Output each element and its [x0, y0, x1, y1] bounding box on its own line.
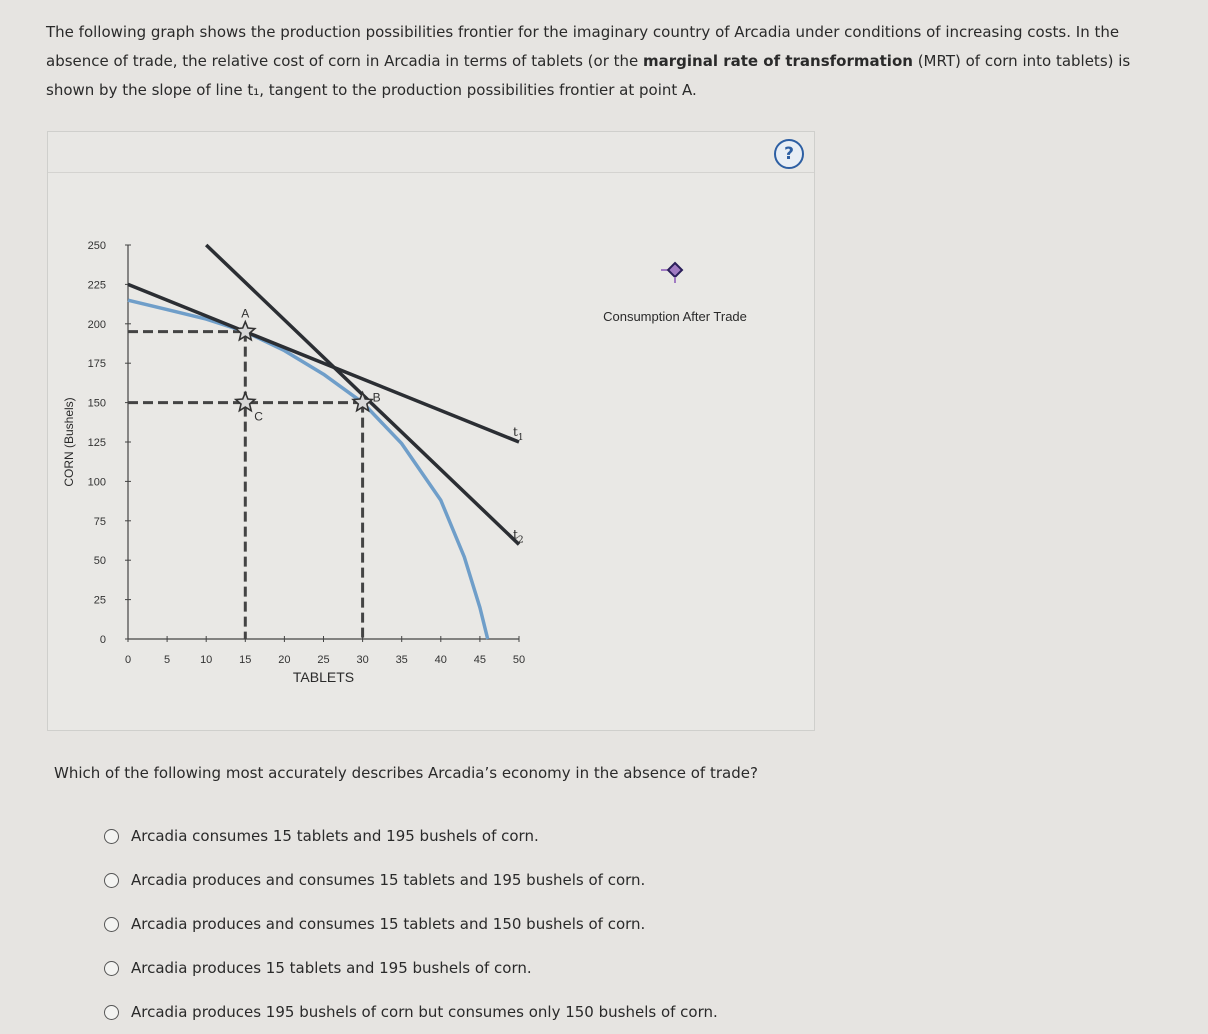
y-tick-label: 150	[87, 397, 106, 410]
y-tick-label: 50	[93, 555, 106, 568]
legend-diamond-icon	[668, 263, 682, 277]
point-marker-a	[236, 322, 255, 340]
answer-option-2[interactable]	[104, 858, 718, 902]
answer-option-5[interactable]	[104, 990, 718, 1034]
y-tick-label: 250	[87, 240, 106, 252]
answer-option-label: Arcadia produces 195 bushels of corn but consumes only 150 bushels of corn.	[131, 1003, 718, 1021]
radio-icon[interactable]	[104, 873, 119, 888]
x-tick-label: 20	[278, 654, 291, 666]
radio-icon[interactable]	[104, 961, 119, 976]
tangent-line-label-t1: $t_1$	[513, 425, 524, 443]
radio-icon[interactable]	[104, 829, 119, 844]
y-tick-label: 25	[93, 594, 106, 607]
legend-label: Consumption After Trade	[603, 309, 747, 324]
intro-bold-term: marginal rate of transformation	[643, 52, 913, 70]
answer-option-label: Arcadia produces and consumes 15 tablets and 150 bushels of corn.	[131, 915, 646, 933]
y-tick-label: 100	[87, 476, 106, 489]
point-label-b: B	[372, 390, 381, 405]
answer-options	[104, 814, 718, 1034]
intro-text	[46, 18, 1136, 105]
x-tick-label: 50	[512, 654, 526, 666]
radio-icon[interactable]	[104, 1005, 119, 1020]
help-icon: ?	[784, 144, 794, 164]
x-tick-label: 0	[124, 654, 132, 666]
x-tick-label: 25	[317, 654, 330, 666]
tangent-line-label-t2: $t_2$	[513, 527, 524, 546]
help-button[interactable]	[774, 139, 804, 169]
answer-option-label: Arcadia consumes 15 tablets and 195 bushels of corn.	[131, 827, 539, 845]
x-tick-label: 10	[200, 654, 213, 666]
point-marker-c	[236, 393, 255, 411]
point-label-c: C	[254, 409, 263, 424]
intro-part-1: The following graph shows the production possibilities frontier for the imaginary country of Arcadia under conditions of increasing costs. In the absence of trade, the relative cost of corn in Arcadia in terms of tablets (or the	[46, 23, 1120, 70]
answer-option-label: Arcadia produces and consumes 15 tablets and 195 bushels of corn.	[131, 871, 646, 889]
answer-option-4[interactable]	[104, 946, 718, 990]
intro-part-2: (MRT) of corn into tablets) is shown by the slope of line t₁, tangent to the production possibilities frontier at point A.	[46, 52, 1131, 99]
x-axis-label: TABLETS	[292, 669, 355, 685]
tangent-line-t1	[128, 284, 519, 442]
point-label-a: A	[241, 306, 250, 321]
x-tick-label: 35	[395, 654, 408, 666]
answer-option-1[interactable]	[104, 814, 718, 858]
ppf-curve	[128, 300, 488, 639]
x-tick-label: 30	[356, 654, 369, 666]
answer-option-label: Arcadia produces 15 tablets and 195 bushels of corn.	[131, 959, 532, 977]
y-tick-label: 200	[87, 318, 106, 331]
x-tick-label: 5	[164, 654, 171, 666]
y-tick-label: 75	[93, 515, 106, 528]
x-tick-label: 45	[473, 654, 487, 666]
x-tick-label: 15	[239, 654, 252, 666]
y-tick-label: 125	[87, 437, 106, 449]
question-text: Which of the following most accurately describes Arcadia’s economy in the absence of trade?	[54, 764, 758, 782]
answer-option-3[interactable]	[104, 902, 718, 946]
radio-icon[interactable]	[104, 917, 119, 932]
y-tick-label: 0	[99, 634, 106, 646]
ppf-chart	[47, 131, 813, 729]
y-tick-label: 175	[87, 358, 106, 371]
y-axis-label: CORN (Bushels)	[62, 397, 76, 487]
y-tick-label: 225	[87, 279, 106, 292]
x-tick-label: 40	[434, 654, 447, 666]
